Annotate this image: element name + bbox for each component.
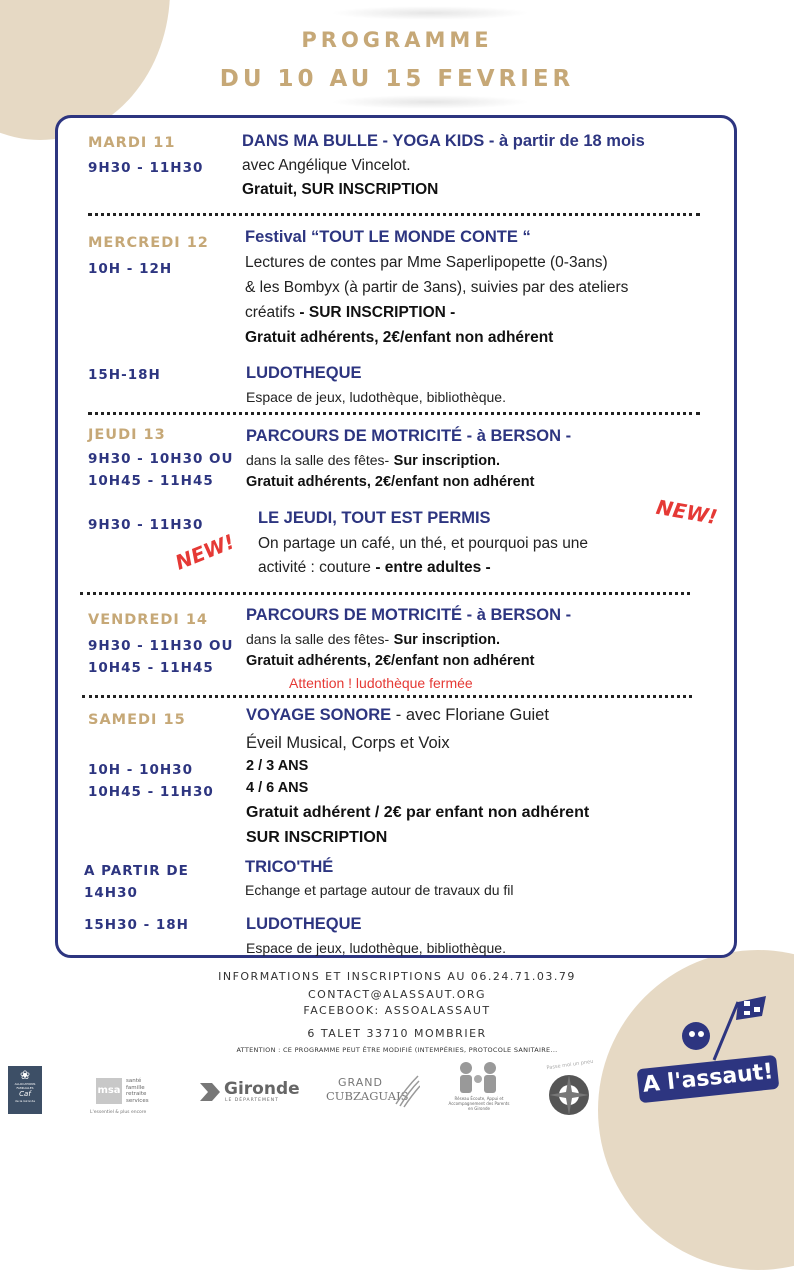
waves-icon	[394, 1074, 420, 1108]
event-text-line	[246, 452, 500, 470]
event-title: Festival “TOUT LE MONDE CONTE “	[245, 228, 531, 246]
divider	[82, 695, 692, 698]
event-title: VOYAGE SONORE	[246, 706, 392, 724]
msa-tagline: L'essentiel & plus encore	[90, 1110, 147, 1115]
event-text: Espace de jeux, ludothèque, bibliothèque.	[246, 389, 506, 405]
event-title: LUDOTHEQUE	[246, 364, 362, 382]
alassaut-wordmark: A l'assaut!	[637, 1055, 780, 1103]
event-text-bold: Sur inscription.	[393, 632, 500, 648]
event-text: Gratuit, SUR INSCRIPTION	[242, 181, 439, 198]
new-badge: NEW!	[654, 494, 720, 530]
event-text: avec Angélique Vincelot.	[242, 157, 411, 174]
passe-logo	[540, 1058, 600, 1122]
day-label: VENDREDI 14	[88, 612, 209, 628]
msa-word: santé	[126, 1078, 142, 1084]
day-label: JEUDI 13	[88, 427, 166, 443]
event-title-suffix: - avec Floriane Guiet	[391, 706, 549, 724]
age-label: 4 / 6 ANS	[246, 780, 309, 796]
event-title: DANS MA BULLE - YOGA KIDS - à partir de 18 mois	[242, 132, 645, 150]
event-text: Gratuit adhérents, 2€/enfant non adhérent	[246, 474, 535, 490]
caf-logo	[8, 1066, 42, 1114]
event-title-line	[246, 706, 549, 725]
day-label: MARDI 11	[88, 135, 176, 151]
caf-text: Caf	[19, 1090, 31, 1098]
event-text: Echange et partage autour de travaux du fil	[245, 882, 514, 898]
gironde-logo	[198, 1079, 300, 1105]
footer-warning: ATTENTION : CE PROGRAMME PEUT ÊTRE MODIFIÉ (INTEMPÉRIES, PROTOCOLE SANITAIRE...	[236, 1046, 558, 1054]
time-label: 10H45 - 11H30	[88, 784, 214, 800]
event-title: PARCOURS DE MOTRICITÉ - à BERSON -	[246, 606, 572, 624]
event-text: Gratuit adhérents, 2€/enfant non adhérent	[245, 329, 554, 346]
event-text: Gratuit adhérent / 2€ par enfant non adhérent	[246, 804, 590, 821]
time-label: 10H - 12H	[88, 261, 173, 277]
event-text: SUR INSCRIPTION	[246, 829, 388, 846]
caf-text: FAMILIALES	[16, 1086, 34, 1090]
caf-emblem-icon: ❀	[19, 1068, 31, 1082]
footer-address: 6 TALET 33710 MOMBRIER	[307, 1027, 487, 1040]
time-label: 10H45 - 11H45	[88, 660, 214, 676]
event-text: On partage un café, un thé, et pourquoi pas une	[258, 535, 589, 552]
reaap-logo	[444, 1060, 514, 1118]
time-label: 9H30 - 11H30 OU	[88, 638, 234, 654]
time-label: 15H30 - 18H	[84, 917, 189, 933]
day-label: SAMEDI 15	[88, 712, 186, 728]
event-text-bold: Sur inscription.	[393, 453, 500, 469]
event-title: PARCOURS DE MOTRICITÉ - à BERSON -	[246, 427, 572, 445]
time-label: 9H30 - 11H30	[88, 160, 204, 176]
event-text: activité : couture	[258, 559, 371, 576]
event-text: dans la salle des fêtes-	[246, 631, 390, 647]
caf-text: de la Gironde	[14, 1099, 36, 1103]
age-label: 2 / 3 ANS	[246, 758, 309, 774]
grand-text: GRAND	[338, 1076, 383, 1089]
msa-words	[126, 1078, 149, 1104]
day-label: MERCREDI 12	[88, 235, 209, 251]
new-badge: NEW!	[171, 529, 238, 575]
time-label: 15H-18H	[88, 367, 161, 383]
time-label: 10H - 10H30	[88, 762, 193, 778]
family-icon	[452, 1060, 506, 1094]
msa-mark: msa	[96, 1078, 122, 1104]
page-subtitle: DU 10 AU 15 FEVRIER	[219, 66, 575, 92]
tire-icon	[546, 1072, 592, 1118]
event-title: LUDOTHEQUE	[246, 915, 362, 933]
divider	[88, 213, 700, 216]
title-shadow	[330, 6, 530, 20]
event-text-line	[245, 304, 455, 322]
footer-info: INFORMATIONS ET INSCRIPTIONS AU 06.24.71.03.79	[218, 970, 576, 983]
event-title: TRICO'THÉ	[245, 858, 334, 876]
warning-text: Attention ! ludothèque fermée	[289, 675, 473, 691]
divider	[80, 592, 690, 595]
cubzaguais-text: CUBZAGUAIS	[326, 1089, 409, 1103]
event-text-line	[258, 559, 491, 577]
footer-facebook[interactable]: FACEBOOK: ASSOALASSAUT	[303, 1004, 491, 1017]
event-text: Espace de jeux, ludothèque, bibliothèque.	[246, 940, 506, 956]
msa-logo	[88, 1074, 168, 1119]
event-text-bold: - SUR INSCRIPTION -	[299, 304, 456, 321]
alassaut-logo	[636, 992, 786, 1112]
event-text: Gratuit adhérents, 2€/enfant non adhérent	[246, 653, 535, 669]
event-text-bold: - entre adultes -	[375, 559, 491, 576]
event-text: Lectures de contes par Mme Saperlipopette (0-3ans)	[245, 254, 608, 271]
gironde-sub: LE DÉPARTEMENT	[225, 1098, 279, 1103]
divider	[88, 412, 700, 415]
event-title: LE JEUDI, TOUT EST PERMIS	[258, 509, 491, 527]
mascot-icon	[666, 992, 776, 1062]
time-label: 14H30	[84, 885, 138, 901]
event-text: & les Bombyx (à partir de 3ans), suivies par des ateliers	[245, 279, 629, 296]
event-text: dans la salle des fêtes-	[246, 452, 390, 468]
event-text: Éveil Musical, Corps et Voix	[246, 734, 450, 752]
time-label: 10H45 - 11H45	[88, 473, 214, 489]
msa-word: services	[126, 1097, 149, 1104]
gironde-icon	[198, 1081, 222, 1103]
time-label: 9H30 - 11H30	[88, 517, 204, 533]
time-label: 9H30 - 10H30 OU	[88, 451, 234, 467]
msa-word: famille	[126, 1084, 145, 1091]
event-text-line	[246, 631, 500, 649]
title-shadow	[330, 95, 530, 109]
gironde-name: Gironde	[224, 1079, 300, 1099]
time-label: A PARTIR DE	[84, 863, 189, 879]
passe-text: Passe moi un pneu	[546, 1058, 594, 1072]
footer-email[interactable]: CONTACT@ALASSAUT.ORG	[307, 988, 487, 1001]
grand-cubzaguais-logo	[324, 1074, 424, 1110]
page-title: PROGRAMME	[301, 28, 493, 52]
caf-text: ALLOCATIONS	[14, 1082, 36, 1086]
reaap-text: Réseau Écoute, Appui et Accompagnement des Parents en Gironde	[448, 1096, 510, 1111]
event-text: créatifs	[245, 304, 295, 321]
msa-word: retraite	[126, 1091, 147, 1097]
